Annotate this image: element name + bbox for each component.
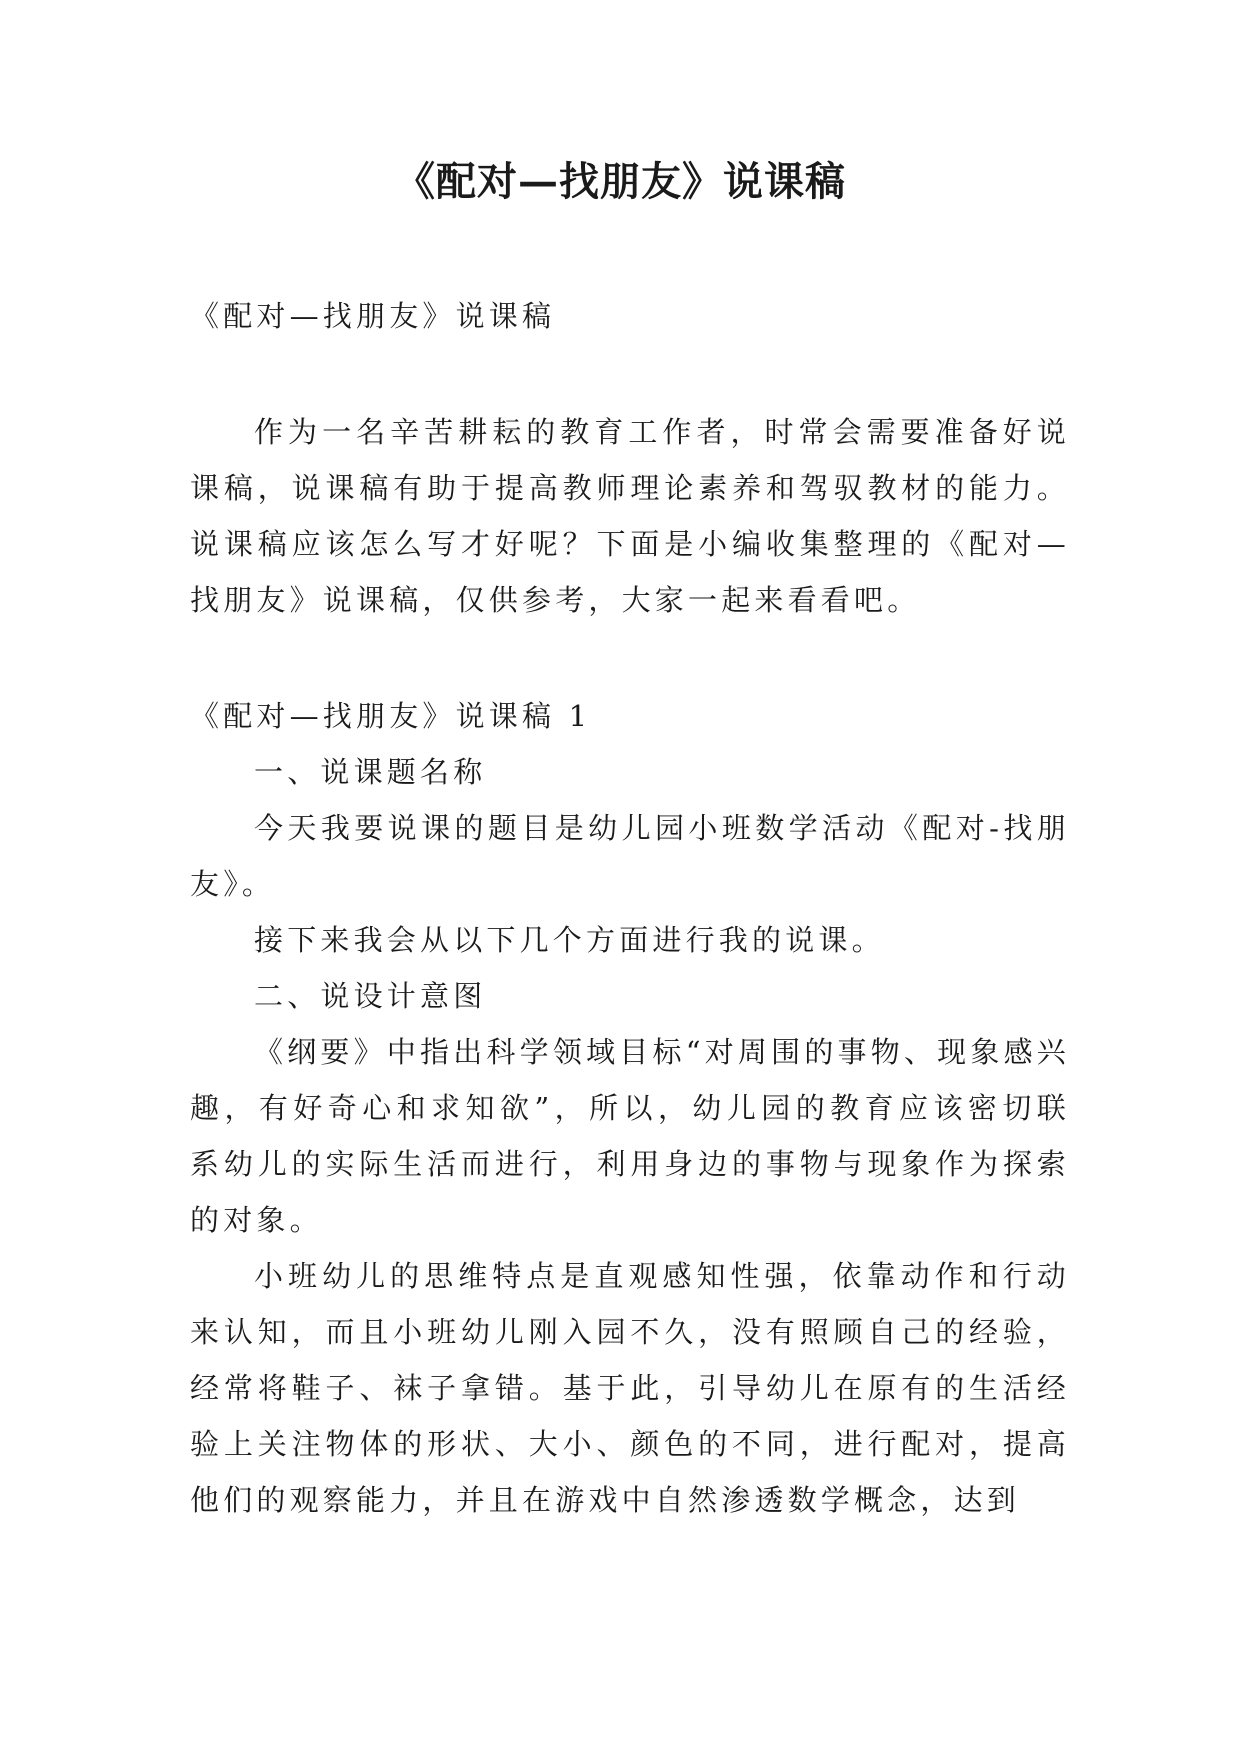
intro-paragraph: 作为一名辛苦耕耘的教育工作者，时常会需要准备好说课稿，说课稿有助于提高教师理论素养和驾驭教材的能力。说课稿应该怎么写才好呢？下面是小编收集整理的《配对—找朋友》说课稿，仅供参考，大家一起来看看吧。: [190, 415, 1070, 617]
section-title-1: 一、说课题名称: [254, 755, 487, 789]
body-paragraph: 今天我要说课的题目是幼儿园小班数学活动《配对-找朋友》。: [190, 811, 1070, 901]
document-subtitle: 《配对—找朋友》说课稿: [190, 299, 556, 333]
document-body: [190, 288, 1070, 1528]
body-paragraph: 接下来我会从以下几个方面进行我的说课。: [254, 923, 885, 957]
section-heading: 《配对—找朋友》说课稿 1: [190, 699, 592, 733]
body-paragraph: 小班幼儿的思维特点是直观感知性强，依靠动作和行动来认知，而且小班幼儿刚入园不久，没有照顾自己的经验，经常将鞋子、袜子拿错。基于此，引导幼儿在原有的生活经验上关注物体的形状、大小、颜色的不同，进行配对，提高他们的观察能力，并且在游戏中自然渗透数学概念，达到: [190, 1259, 1070, 1517]
section-title-2: 二、说设计意图: [254, 979, 487, 1013]
document-title: 《配对—找朋友》说课稿: [395, 158, 846, 205]
body-paragraph: 《纲要》中指出科学领域目标“对周围的事物、现象感兴趣，有好奇心和求知欲”，所以，幼儿园的教育应该密切联系幼儿的实际生活而进行，利用身边的事物与现象作为探索的对象。: [190, 1035, 1070, 1237]
